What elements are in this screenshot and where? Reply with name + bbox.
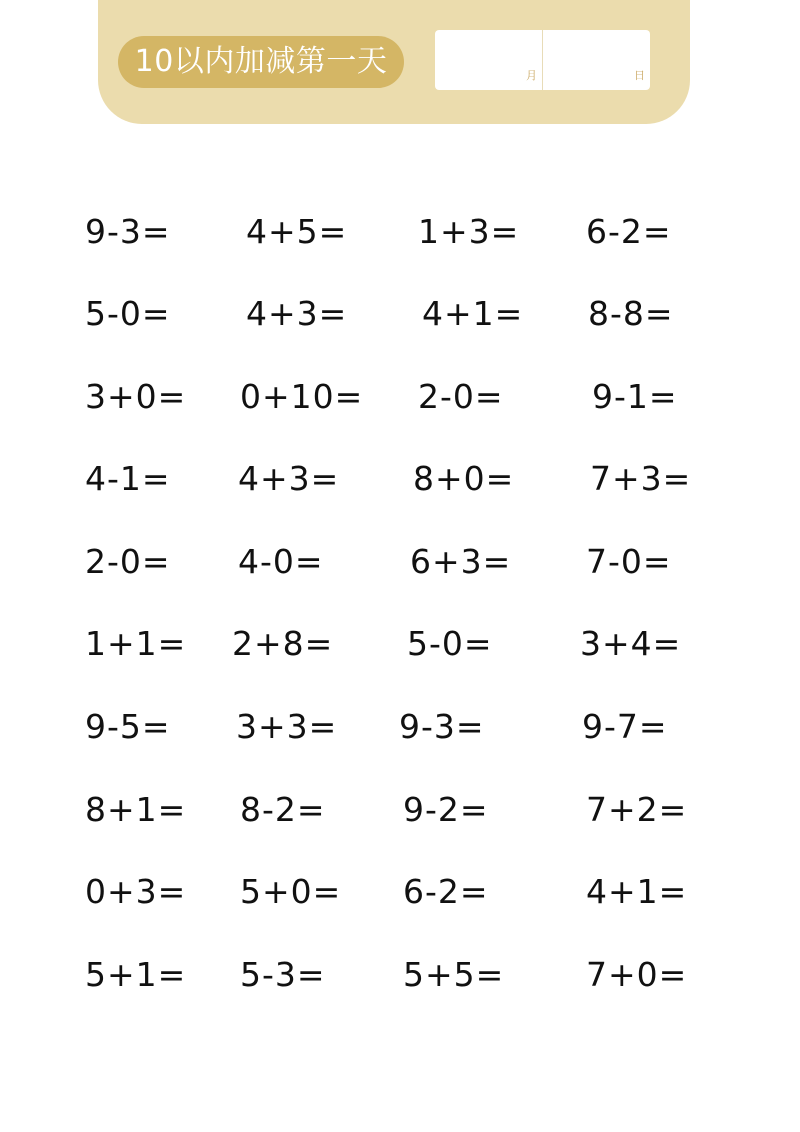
problem-r1-c2: 4+5=: [246, 212, 348, 251]
problem-r10-c4: 7+0=: [586, 955, 688, 994]
problem-r5-c4: 7-0=: [586, 542, 672, 581]
page-title: 10以内加减第一天: [118, 36, 404, 88]
problem-r8-c4: 7+2=: [586, 790, 688, 829]
problem-r9-c3: 6-2=: [403, 872, 489, 911]
problem-r10-c3: 5+5=: [403, 955, 505, 994]
problem-r7-c2: 3+3=: [236, 707, 338, 746]
problem-r4-c2: 4+3=: [238, 459, 340, 498]
problem-r5-c3: 6+3=: [410, 542, 512, 581]
problem-r6-c2: 2+8=: [232, 624, 334, 663]
problem-r2-c2: 4+3=: [246, 294, 348, 333]
problem-r6-c3: 5-0=: [407, 624, 493, 663]
problem-r2-c4: 8-8=: [588, 294, 674, 333]
problem-r2-c3: 4+1=: [422, 294, 524, 333]
problem-r6-c4: 3+4=: [580, 624, 682, 663]
day-label: 日: [634, 69, 645, 82]
problem-r7-c3: 9-3=: [399, 707, 485, 746]
problem-r10-c1: 5+1=: [85, 955, 187, 994]
problem-r1-c3: 1+3=: [418, 212, 520, 251]
problem-r4-c3: 8+0=: [413, 459, 515, 498]
problem-r4-c4: 7+3=: [590, 459, 692, 498]
problem-r2-c1: 5-0=: [85, 294, 171, 333]
problem-r3-c2: 0+10=: [240, 377, 364, 416]
problem-r8-c2: 8-2=: [240, 790, 326, 829]
problem-r1-c4: 6-2=: [586, 212, 672, 251]
problem-r5-c2: 4-0=: [238, 542, 324, 581]
problem-r5-c1: 2-0=: [85, 542, 171, 581]
problem-r10-c2: 5-3=: [240, 955, 326, 994]
problem-r3-c1: 3+0=: [85, 377, 187, 416]
problem-r8-c1: 8+1=: [85, 790, 187, 829]
problem-r7-c4: 9-7=: [582, 707, 668, 746]
problem-r3-c4: 9-1=: [592, 377, 678, 416]
problem-r4-c1: 4-1=: [85, 459, 171, 498]
problem-r6-c1: 1+1=: [85, 624, 187, 663]
problem-r9-c4: 4+1=: [586, 872, 688, 911]
date-box: [435, 30, 650, 90]
problem-r9-c1: 0+3=: [85, 872, 187, 911]
problem-r7-c1: 9-5=: [85, 707, 171, 746]
problem-r1-c1: 9-3=: [85, 212, 171, 251]
month-label: 月: [526, 69, 537, 82]
problem-r9-c2: 5+0=: [240, 872, 342, 911]
problem-r3-c3: 2-0=: [418, 377, 504, 416]
date-divider: [542, 30, 543, 90]
problem-r8-c3: 9-2=: [403, 790, 489, 829]
